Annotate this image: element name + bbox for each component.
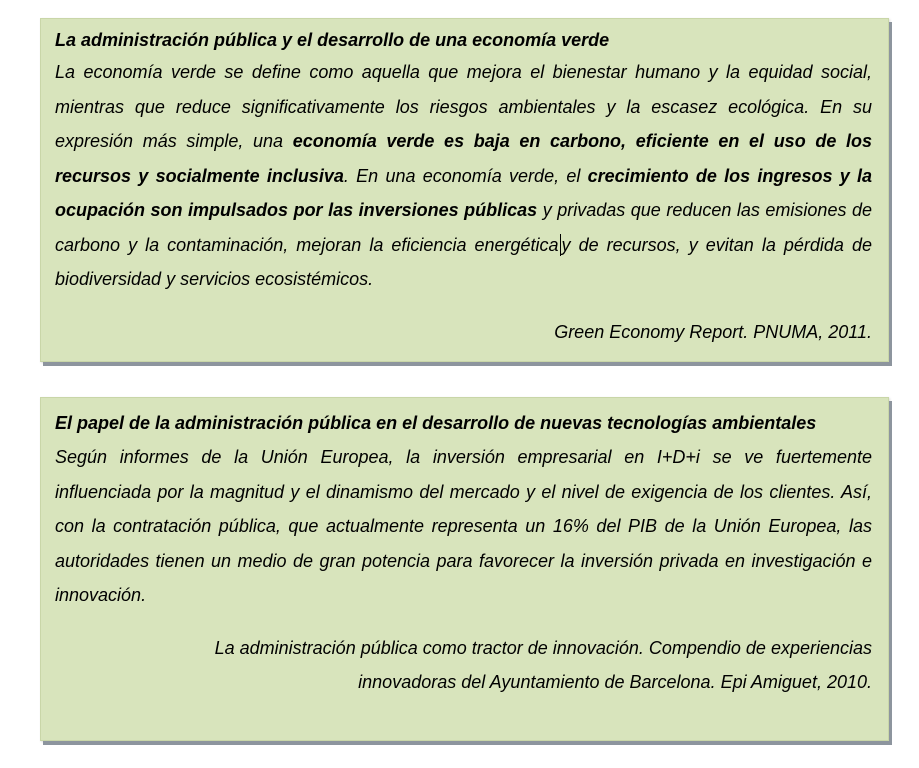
box2-citation-line2: innovadoras del Ayuntamiento de Barcelona. Epi Amiguet, 2010.: [358, 671, 872, 692]
box2-title: El papel de la administración pública en el desarrollo de nuevas tecnologías ambientales: [55, 413, 817, 433]
text-run: La economía verde se define como aquella que mejora el bienestar humano y la equidad social, mientras que reduce significativamente los riesgos ambientales y la escasez ecológica. En su expresión más simple, una: [55, 62, 872, 151]
bold-phrase: economía verde es baja en carbono, eficiente en el uso de los recursos y socialmente inclusiva: [55, 131, 872, 186]
green-economy-textbox: [40, 18, 889, 362]
box2-citation-line1: La administración pública como tractor de innovación. Compendio de experiencias: [214, 637, 872, 658]
text-run: y privadas que reducen las emisiones de carbono y la contaminación, mejoran la eficiencia energética: [55, 200, 872, 255]
box1-title: La administración pública y el desarrollo de una economía verde: [55, 30, 610, 50]
new-technologies-textbox: [40, 397, 889, 741]
box1-body: [55, 55, 872, 297]
text-cursor: [560, 234, 561, 256]
box2-citation: [55, 631, 872, 699]
bold-phrase: crecimiento de los ingresos y la ocupación son impulsados por las inversiones públicas: [55, 165, 872, 220]
text-run: y de recursos, y evitan la pérdida de biodiversidad y servicios ecosistémicos.: [55, 234, 872, 289]
box2-body: Según informes de la Unión Europea, la inversión empresarial en I+D+i se ve fuertemente influenciada por la magnitud y el dinamismo del mercado y el nivel de exigencia de los clientes. Así, con la contratación pública, que actualmente representa un 16% del PIB de la Unión Europea, las autoridades tienen un medio de gran potencia para favorecer la inversión privada en investigación e innovación.: [55, 447, 872, 605]
text-run: . En una economía verde, el: [343, 165, 588, 186]
box1-citation: Green Economy Report. PNUMA, 2011.: [554, 321, 872, 342]
